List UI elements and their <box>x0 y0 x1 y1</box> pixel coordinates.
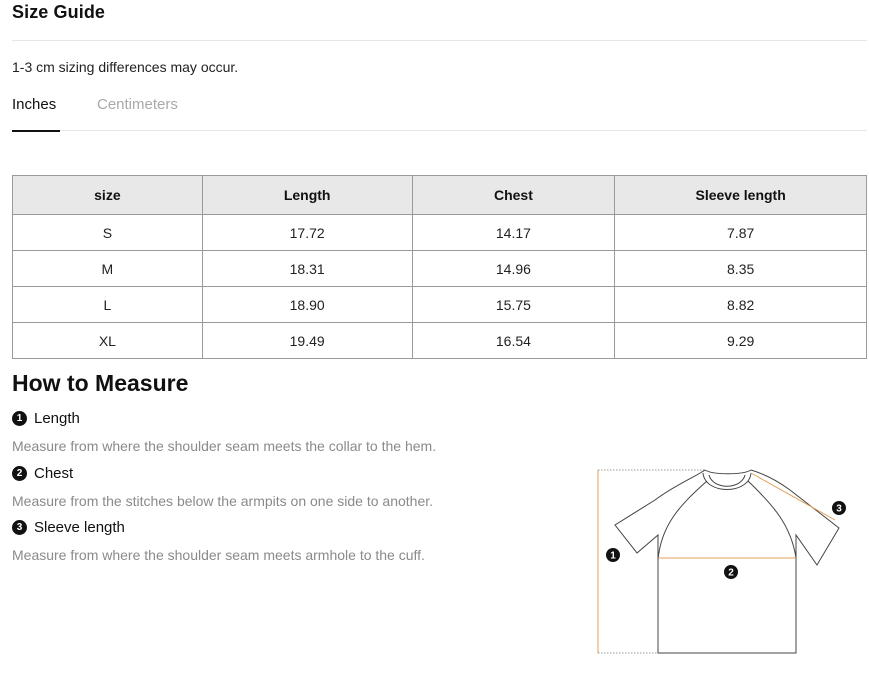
table-row <box>13 323 867 359</box>
cell-length: 19.49 <box>202 323 412 359</box>
cell-length: 17.72 <box>202 215 412 251</box>
shirt-outline <box>615 470 839 653</box>
tab-centimeters[interactable]: Centimeters <box>97 96 178 113</box>
collar-back <box>705 470 751 474</box>
tab-inches[interactable]: Inches <box>12 96 57 113</box>
cell-chest: 14.96 <box>412 251 615 287</box>
number-1-icon: 1 <box>12 411 27 426</box>
tshirt-measurement-diagram <box>595 465 855 660</box>
divider <box>12 40 867 41</box>
header-chest: Chest <box>412 176 615 215</box>
marker-2-text: 2 <box>728 567 734 579</box>
measure-label: Length <box>34 410 80 427</box>
table-row <box>13 287 867 323</box>
tabs-divider <box>12 130 867 131</box>
how-to-measure-title: How to Measure <box>12 370 189 396</box>
marker-3-text: 3 <box>836 503 842 515</box>
cell-length: 18.31 <box>202 251 412 287</box>
cell-chest: 14.17 <box>412 215 615 251</box>
active-tab-indicator <box>12 130 60 132</box>
measure-label: Chest <box>34 465 74 482</box>
cell-size: M <box>13 251 203 287</box>
right-raglan-seam <box>748 481 796 558</box>
collar-outer <box>703 473 751 490</box>
cell-sleeve: 8.35 <box>615 251 867 287</box>
cell-size: L <box>13 287 203 323</box>
measure-label: Sleeve length <box>34 519 125 536</box>
header-size: size <box>13 176 203 215</box>
table-row <box>13 251 867 287</box>
cell-chest: 15.75 <box>412 287 615 323</box>
cell-sleeve: 7.87 <box>615 215 867 251</box>
collar-inner <box>709 475 745 486</box>
marker-1-text: 1 <box>610 550 616 562</box>
number-3-icon: 3 <box>12 520 27 535</box>
table-header-row <box>13 176 867 215</box>
measure-desc-chest: Measure from the stitches below the armpits on one side to another. <box>12 493 434 509</box>
measure-desc-sleeve: Measure from where the shoulder seam meets armhole to the cuff. <box>12 547 425 563</box>
tshirt-icon <box>595 465 855 660</box>
measure-desc-length: Measure from where the shoulder seam meets the collar to the hem. <box>12 438 437 454</box>
unit-tabs <box>12 96 867 132</box>
header-sleeve-length: Sleeve length <box>615 176 867 215</box>
header-length: Length <box>202 176 412 215</box>
size-guide-title: Size Guide <box>12 2 106 22</box>
cell-size: XL <box>13 323 203 359</box>
cell-sleeve: 8.82 <box>615 287 867 323</box>
table-row <box>13 215 867 251</box>
size-table <box>12 175 867 359</box>
cell-sleeve: 9.29 <box>615 323 867 359</box>
measure-item-sleeve <box>12 519 125 536</box>
sizing-note: 1-3 cm sizing differences may occur. <box>12 59 239 75</box>
measure-item-chest <box>12 465 73 482</box>
number-2-icon: 2 <box>12 466 27 481</box>
cell-chest: 16.54 <box>412 323 615 359</box>
measure-item-length <box>12 410 80 427</box>
cell-size: S <box>13 215 203 251</box>
cell-length: 18.90 <box>202 287 412 323</box>
